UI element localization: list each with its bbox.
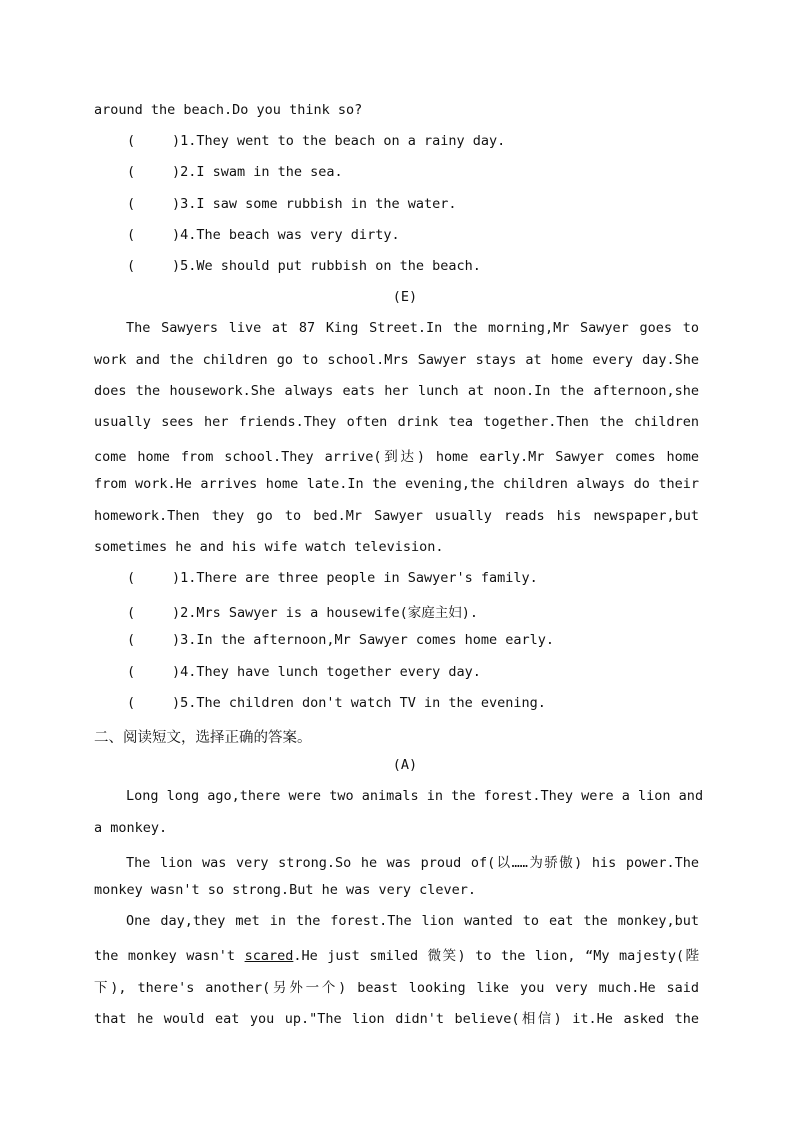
answer-blank[interactable]: ( — [127, 605, 136, 621]
answer-blank[interactable]: ( — [127, 664, 136, 680]
answer-blank[interactable]: ( — [127, 227, 136, 243]
passage-line: The Sawyers live at 87 King Street.In the morning,Mr Sawyer goes to — [126, 320, 699, 336]
passage-line: One day,they met in the forest.The lion wanted to eat the monkey,but — [126, 913, 699, 929]
question-item: ( )2.Mrs Sawyer is a housewife(家庭主妇). — [127, 605, 478, 621]
answer-blank[interactable]: ( — [127, 196, 136, 212]
question-item: ( )1.They went to the beach on a rainy day. — [127, 133, 506, 149]
passage-line: Long long ago,there were two animals in the forest.They were a lion and — [126, 788, 704, 804]
passage-line: The lion was very strong.So he was proud of(以……为骄傲) his power.The — [126, 855, 699, 871]
passage-line: homework.Then they go to bed.Mr Sawyer usually reads his newspaper,but — [94, 508, 699, 524]
answer-blank[interactable]: ( — [127, 632, 136, 648]
answer-blank[interactable]: ( — [127, 695, 136, 711]
question-item: ( )2.I swam in the sea. — [127, 164, 343, 180]
passage-line: monkey wasn't so strong.But he was very clever. — [94, 882, 477, 898]
passage-line: does the housework.She always eats her lunch at noon.In the afternoon,she — [94, 383, 699, 399]
section-e-title: (E) — [392, 289, 418, 305]
question-item: ( )1.There are three people in Sawyer's family. — [127, 570, 538, 586]
answer-blank[interactable]: ( — [127, 570, 136, 586]
passage-line: come home from school.They arrive(到达) home early.Mr Sawyer comes home — [94, 449, 699, 465]
passage-line: that he would eat you up."The lion didn't believe(相信) it.He asked the — [94, 1011, 699, 1027]
question-item: ( )5.The children don't watch TV in the evening. — [127, 695, 546, 711]
section-a-title: (A) — [392, 757, 418, 773]
question-item: ( )3.In the afternoon,Mr Sawyer comes home early. — [127, 632, 555, 648]
underlined-word: scared — [244, 948, 294, 964]
passage-d-tail: around the beach.Do you think so? — [94, 102, 363, 118]
answer-blank[interactable]: ( — [127, 164, 136, 180]
passage-line: usually sees her friends.They often drink tea together.Then the children — [94, 414, 699, 430]
answer-blank[interactable]: ( — [127, 258, 136, 274]
question-item: ( )5.We should put rubbish on the beach. — [127, 258, 481, 274]
passage-line: 下), there's another(另外一个) beast looking like you very much.He said — [94, 980, 699, 996]
passage-line: sometimes he and his wife watch television. — [94, 539, 444, 555]
question-item: ( )4.They have lunch together every day. — [127, 664, 481, 680]
passage-line: from work.He arrives home late.In the evening,the children always do their — [94, 476, 699, 492]
passage-line: a monkey. — [94, 820, 168, 836]
passage-line: work and the children go to school.Mrs Sawyer stays at home every day.She — [94, 352, 699, 368]
answer-blank[interactable]: ( — [127, 133, 136, 149]
part-two-heading: 二、阅读短文，选择正确的答案。 — [94, 730, 312, 746]
question-item: ( )3.I saw some rubbish in the water. — [127, 196, 457, 212]
question-item: ( )4.The beach was very dirty. — [127, 227, 400, 243]
passage-line: the monkey wasn't scared.He just smiled 微笑) to the lion, “My majesty(陛 — [94, 948, 699, 964]
